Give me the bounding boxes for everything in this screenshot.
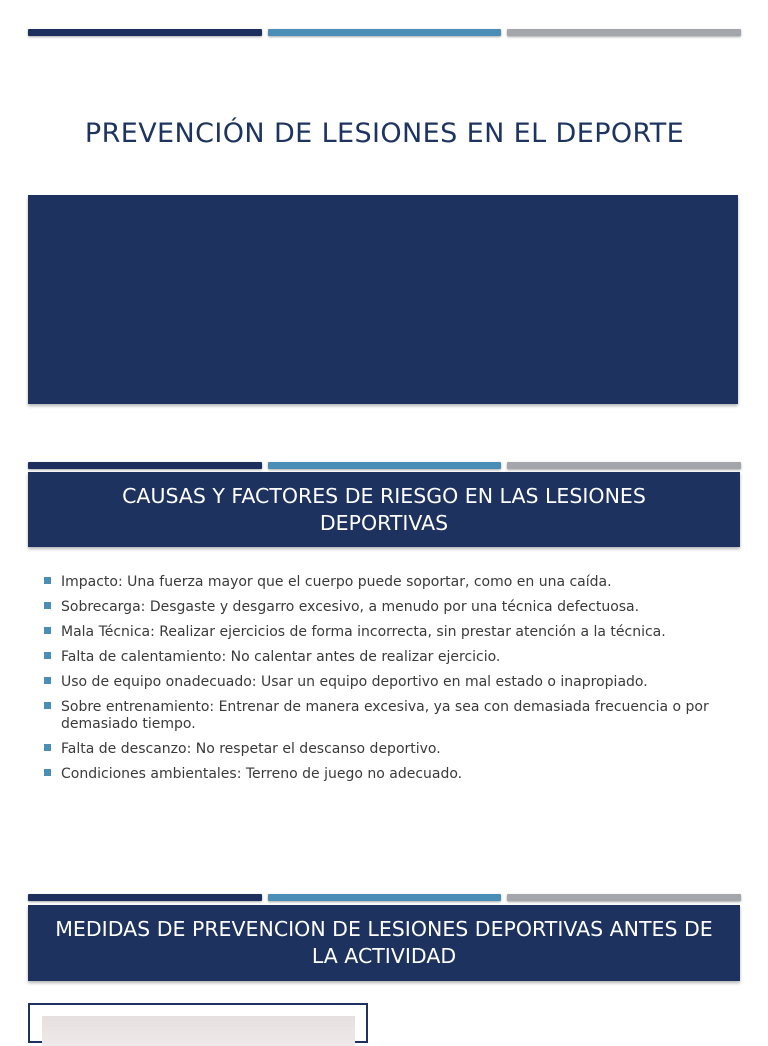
square-bullet-icon <box>44 627 51 634</box>
accent-bar-blue <box>268 894 501 901</box>
accent-bar-navy <box>28 29 262 36</box>
accent-bar-navy <box>28 894 262 901</box>
list-item: Mala Técnica: Realizar ejercicios de forma incorrecta, sin prestar atención a la técnica. <box>44 624 724 641</box>
list-item: Impacto: Una fuerza mayor que el cuerpo puede soportar, como en una caída. <box>44 574 724 591</box>
list-item: Condiciones ambientales: Terreno de juego no adecuado. <box>44 766 724 783</box>
accent-bar-gray <box>507 29 741 36</box>
slide-title: PREVENCIÓN DE LESIONES EN EL DEPORTE <box>84 118 685 149</box>
square-bullet-icon <box>44 744 51 751</box>
title-image-block <box>28 195 738 404</box>
accent-bar-gray <box>507 894 741 901</box>
list-item: Uso de equipo onadecuado: Usar un equipo deportivo en mal estado o inapropiado. <box>44 674 724 691</box>
accent-bar-navy <box>28 462 262 469</box>
list-item: Sobrecarga: Desgaste y desgarro excesivo, a menudo por una técnica defectuosa. <box>44 599 724 616</box>
slide3-heading <box>28 905 740 981</box>
square-bullet-icon <box>44 652 51 659</box>
risk-factors-list <box>44 574 724 791</box>
list-item: Falta de descanzo: No respetar el descanso deportivo. <box>44 741 724 758</box>
accent-bar-blue <box>268 29 501 36</box>
square-bullet-icon <box>44 677 51 684</box>
slide2-accent-bars <box>28 462 741 470</box>
square-bullet-icon <box>44 702 51 709</box>
slide3-accent-bars <box>28 894 741 902</box>
slide2-heading <box>28 472 740 547</box>
accent-bar-gray <box>507 462 741 469</box>
slide2-heading-text: CAUSAS Y FACTORES DE RIESGO EN LAS LESIONES DEPORTIVAS <box>122 483 646 535</box>
list-item: Sobre entrenamiento: Entrenar de manera excesiva, ya sea con demasiada frecuencia o por demasiado tiempo. <box>44 699 724 733</box>
square-bullet-icon <box>44 769 51 776</box>
list-item: Falta de calentamiento: No calentar antes de realizar ejercicio. <box>44 649 724 666</box>
slide3-heading-text: MEDIDAS DE PREVENCION DE LESIONES DEPORTIVAS ANTES DE LA ACTIVIDAD <box>55 917 713 968</box>
square-bullet-icon <box>44 602 51 609</box>
accent-bar-blue <box>268 462 501 469</box>
top-accent-bars <box>28 29 741 37</box>
slide3-image <box>42 1016 355 1046</box>
square-bullet-icon <box>44 577 51 584</box>
slide3-image-frame <box>28 1003 368 1043</box>
